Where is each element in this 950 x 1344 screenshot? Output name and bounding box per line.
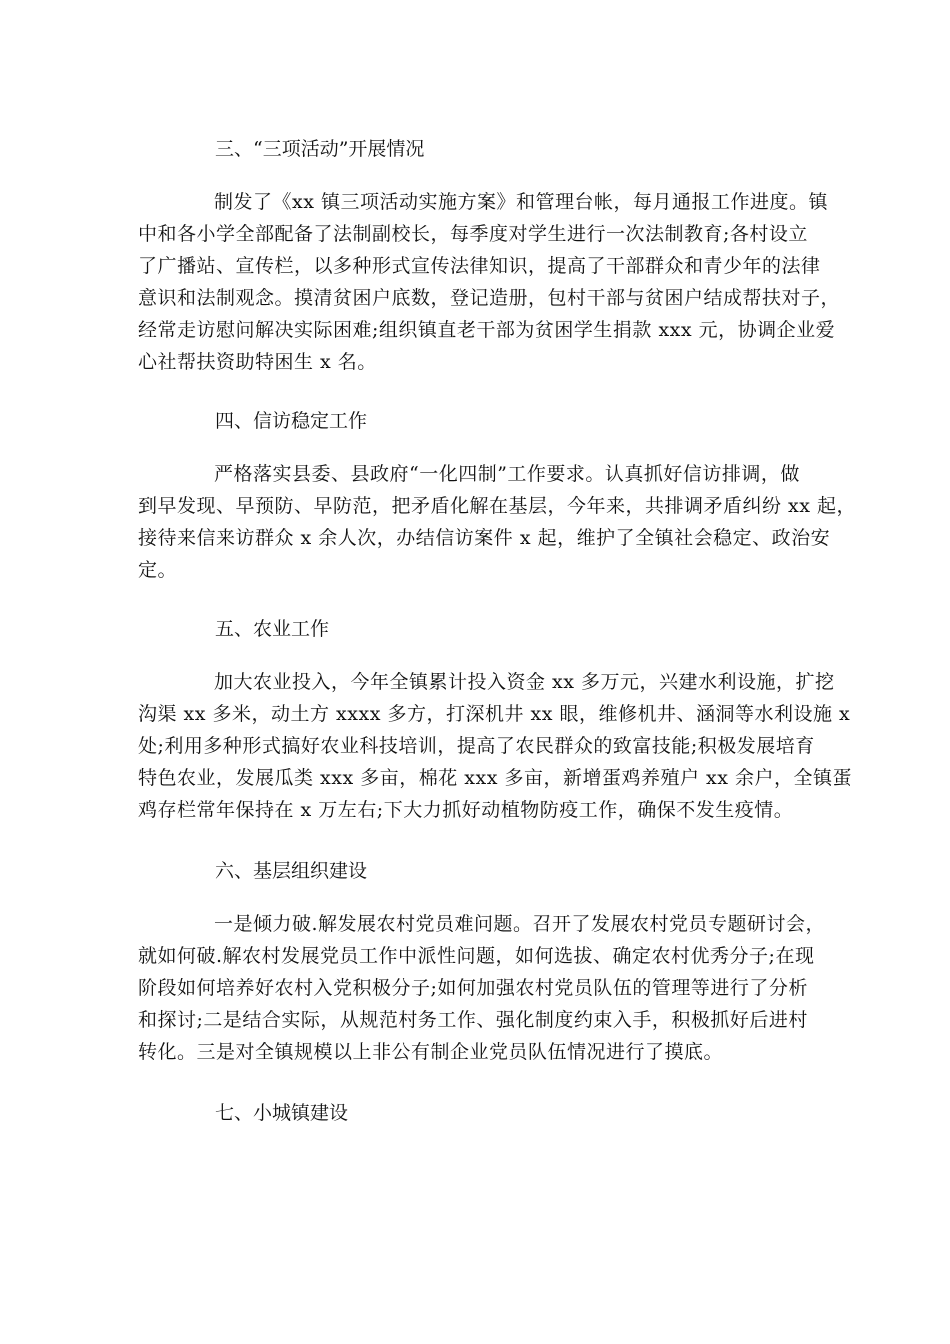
text-line: 转化。三是对全镇规模以上非公有制企业党员队伍情况进行了摸底。 (138, 1041, 724, 1063)
text-line: 和探讨;二是结合实际，从规范村务工作、强化制度约束入手，积极抓好后进村 (138, 1009, 808, 1031)
text-line: 阶段如何培养好农村入党积极分子;如何加强农村党员队伍的管理等进行了分析 (138, 977, 808, 999)
text-line: 经常走访慰问解决实际困难;组织镇直老干部为贫困学生捐款 xxx 元，协调企业爱 (138, 319, 836, 341)
text-line: 定。 (138, 559, 178, 581)
section-heading-5: 五、农业工作 (215, 618, 330, 640)
section-heading-3: 三、“三项活动”开展情况 (215, 138, 425, 160)
text-line: 中和各小学全部配备了法制副校长，每季度对学生进行一次法制教育;各村设立 (138, 223, 808, 245)
text-line: 加大农业投入，今年全镇累计投入资金 xx 多万元，兴建水利设施，扩挖 (214, 671, 835, 693)
section-body-6 (138, 908, 828, 1068)
text-line: 沟渠 xx 多米，动土方 xxxx 多方，打深机井 xx 眼，维修机井、涵洞等水利设施 x (138, 703, 851, 725)
section-body-4 (138, 458, 857, 586)
text-line: 一是倾力破.解发展农村党员难问题。召开了发展农村党员专题研讨会， (214, 913, 826, 935)
text-line: 鸡存栏常年保持在 x 万左右;下大力抓好动植物防疫工作，确保不发生疫情。 (138, 799, 794, 821)
section-heading-6: 六、基层组织建设 (215, 860, 368, 882)
text-line: 了广播站、宣传栏，以多种形式宣传法律知识，提高了干部群众和青少年的法律 (138, 255, 821, 277)
text-line: 到早发现、早预防、早防范，把矛盾化解在基层，今年来，共排调矛盾纠纷 xx 起， (138, 495, 857, 517)
text-line: 特色农业，发展瓜类 xxx 多亩，棉花 xxx 多亩，新增蛋鸡养殖户 xx 余户，全镇蛋 (138, 767, 852, 789)
text-line: 处;利用多种形式搞好农业科技培训，提高了农民群众的致富技能;积极发展培育 (138, 735, 815, 757)
text-line: 严格落实县委、县政府“一化四制”工作要求。认真抓好信访排调，做 (214, 463, 800, 485)
text-line: 制发了《xx 镇三项活动实施方案》和管理台帐，每月通报工作进度。镇 (214, 191, 828, 213)
text-line: 意识和法制观念。摸清贫困户底数，登记造册，包村干部与贫困户结成帮扶对子， (138, 287, 841, 309)
section-body-5 (138, 666, 852, 826)
section-heading-7: 七、小城镇建设 (215, 1102, 349, 1124)
section-heading-4: 四、信访稳定工作 (215, 410, 368, 432)
text-line: 心社帮扶资助特困生 x 名。 (138, 351, 377, 373)
section-body-3 (138, 186, 841, 378)
text-line: 接待来信来访群众 x 余人次，办结信访案件 x 起，维护了全镇社会稳定、政治安 (138, 527, 831, 549)
text-line: 就如何破.解农村发展党员工作中派性问题，如何选拔、确定农村优秀分子;在现 (138, 945, 815, 967)
